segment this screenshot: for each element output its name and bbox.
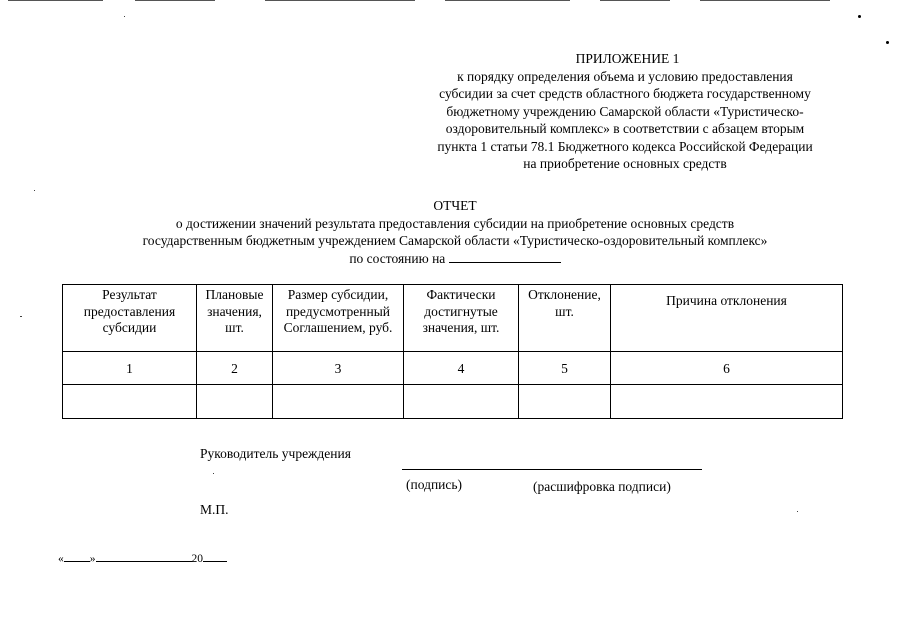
appendix-line: бюджетному учреждению Самарской области «Туристическо- bbox=[446, 103, 804, 119]
report-table bbox=[62, 284, 843, 419]
table-row bbox=[63, 385, 843, 419]
report-heading bbox=[60, 197, 850, 267]
table-cell[interactable] bbox=[63, 385, 197, 419]
header-cell-result: Результат предоставления субсидии bbox=[63, 285, 197, 352]
date-close-quote: » bbox=[89, 553, 96, 565]
appendix-line: оздоровительный комплекс» в соответствии с абзацем вторым bbox=[445, 121, 805, 136]
table-cell[interactable] bbox=[611, 385, 843, 419]
header-cell-deviation: Отклонение, шт. bbox=[519, 285, 611, 352]
signature-decoding-caption: (расшифровка подписи) bbox=[533, 479, 671, 494]
date-year-blank[interactable] bbox=[203, 550, 227, 562]
column-number: 3 bbox=[273, 352, 404, 385]
table-header-row bbox=[63, 285, 843, 352]
header-cell-subsidy-amount: Размер субсидии, предусмотренный Соглашением, руб. bbox=[273, 285, 404, 352]
table-number-row bbox=[63, 352, 843, 385]
scan-speck bbox=[858, 15, 861, 18]
date-month-blank[interactable] bbox=[96, 550, 192, 562]
report-title: ОТЧЕТ bbox=[433, 198, 477, 213]
date-day-blank[interactable] bbox=[64, 550, 90, 562]
column-number: 2 bbox=[197, 352, 273, 385]
head-of-institution-label: Руководитель учреждения bbox=[200, 446, 351, 461]
report-subtitle-line: государственным бюджетным учреждением Самарской области «Туристическо-оздоровительный комплекс» bbox=[142, 233, 768, 248]
scan-speck bbox=[886, 41, 889, 44]
seal-mark: М.П. bbox=[200, 502, 229, 517]
column-number: 1 bbox=[63, 352, 197, 385]
scan-speck bbox=[124, 16, 125, 17]
table-cell[interactable] bbox=[404, 385, 519, 419]
table-cell[interactable] bbox=[519, 385, 611, 419]
scan-speck bbox=[34, 190, 35, 191]
date-year-prefix: 20 bbox=[191, 553, 203, 565]
column-number: 6 bbox=[611, 352, 843, 385]
report-date-label: по состоянию на bbox=[349, 250, 446, 266]
appendix-block bbox=[390, 50, 860, 173]
appendix-line: субсидии за счет средств областного бюджета государственному bbox=[439, 86, 811, 101]
date-open-quote: « bbox=[58, 553, 64, 565]
report-subtitle-line: о достижении значений результата предоставления субсидии на приобретение основных средств bbox=[175, 215, 735, 231]
header-cell-deviation-reason: Причина отклонения bbox=[611, 285, 843, 352]
appendix-title: ПРИЛОЖЕНИЕ 1 bbox=[575, 51, 680, 66]
table-cell[interactable] bbox=[273, 385, 404, 419]
appendix-line: к порядку определения объема и условию предоставления bbox=[457, 68, 793, 84]
appendix-line: на приобретение основных средств bbox=[523, 156, 727, 171]
table-cell[interactable] bbox=[197, 385, 273, 419]
signature-date-line bbox=[58, 550, 227, 565]
scan-speck bbox=[20, 316, 22, 317]
header-cell-actual: Фактически достигнутые значения, шт. bbox=[404, 285, 519, 352]
column-number: 5 bbox=[519, 352, 611, 385]
column-number: 4 bbox=[404, 352, 519, 385]
scan-top-edge bbox=[0, 0, 905, 1]
appendix-line: пункта 1 статьи 78.1 Бюджетного кодекса Российской Федерации bbox=[437, 138, 813, 154]
scan-speck bbox=[797, 511, 798, 512]
signature-line[interactable] bbox=[402, 469, 702, 470]
header-cell-planned: Плановые значения, шт. bbox=[197, 285, 273, 352]
report-date-line bbox=[60, 250, 850, 268]
scan-speck bbox=[213, 473, 214, 474]
report-date-blank bbox=[449, 250, 561, 263]
signature-caption: (подпись) bbox=[406, 477, 463, 492]
